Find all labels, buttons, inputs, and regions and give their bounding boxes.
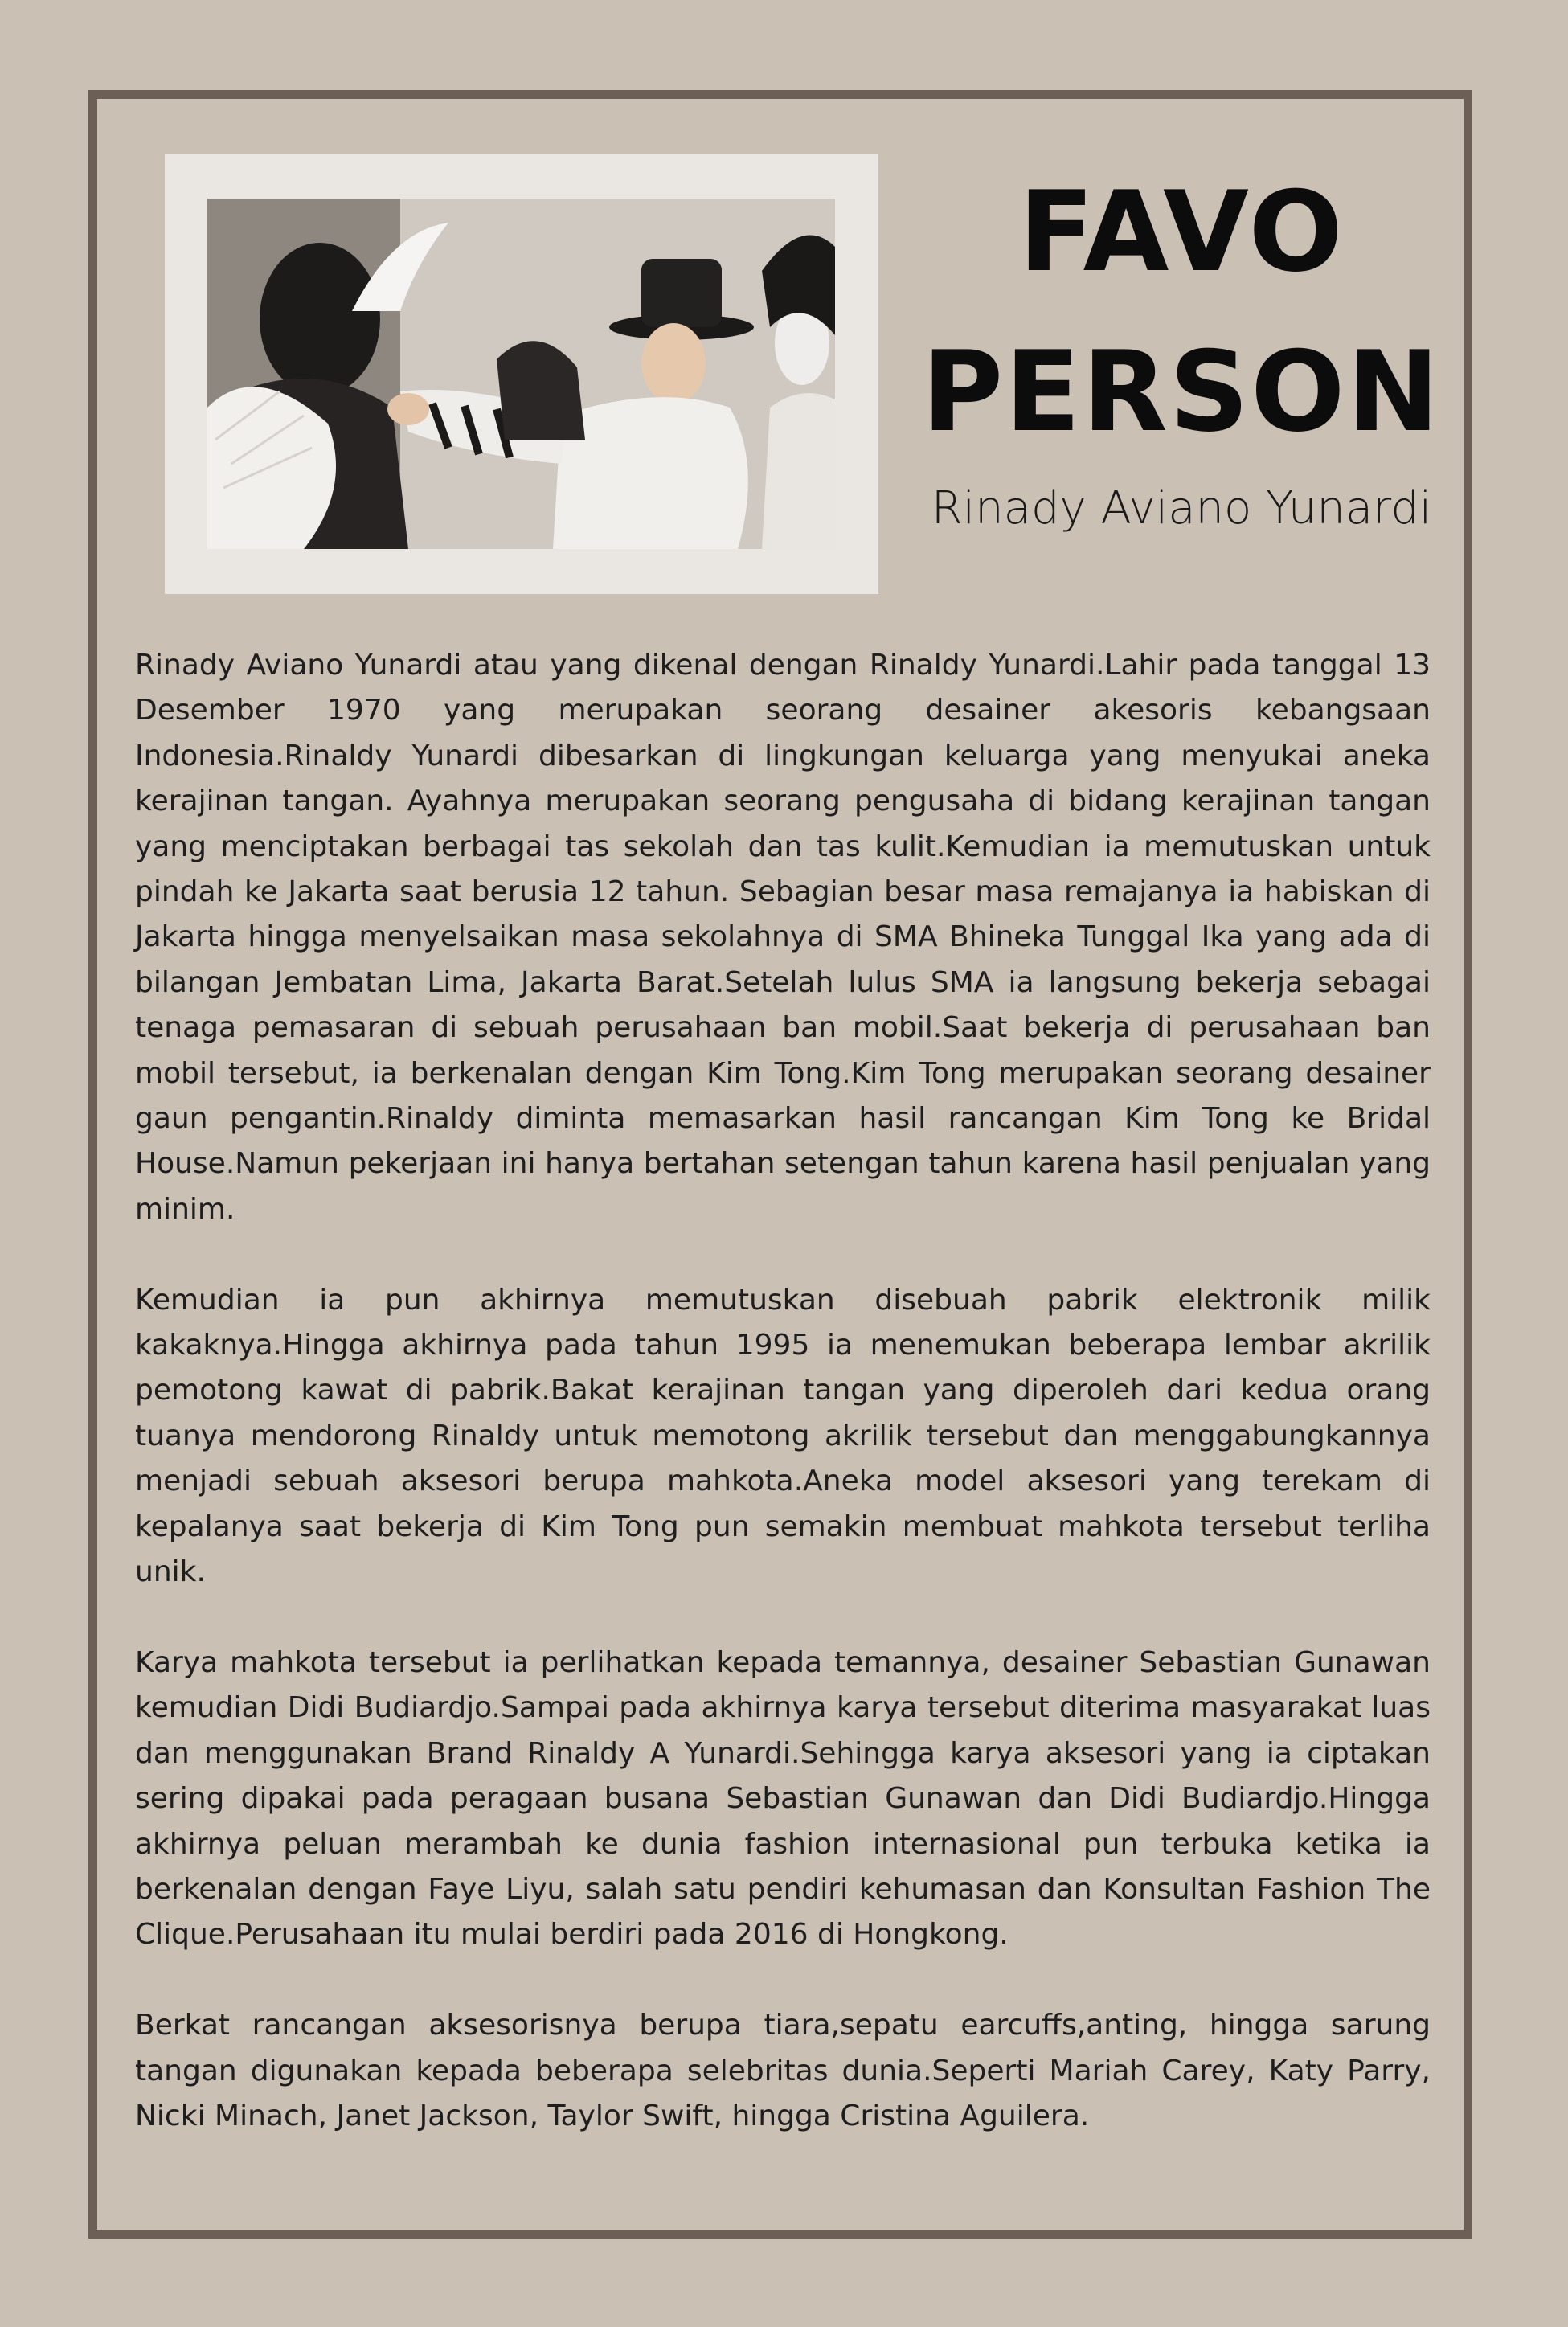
- paragraph-3: Karya mahkota tersebut ia perlihatkan kepada temannya, desainer Sebastian Gunawan kemudian Didi Budiardjo.Sampai pada akhirnya karya tersebut diterima masyarakat luas dan menggunakan Brand Rinaldy A Yunardi.Sehingga karya aksesori yang ia ciptakan sering dipakai pada peragaan busana Sebastian Gunawan dan Didi Budiardjo.Hingga akhirnya peluan merambah ke dunia fashion internasional pun terbuka ketika ia berkenalan dengan Faye Liyu, salah satu pendiri kehumasan dan Konsultan Fashion The Clique.Perusahaan itu mulai berdiri pada 2016 di Hongkong.: [135, 1645, 1431, 1952]
- paragraph-2: Kemudian ia pun akhirnya memutuskan disebuah pabrik elektronik milik kakaknya.Hingga akhirnya pada tahun 1995 ia menemukan beberapa lembar akrilik pemotong kawat di pabrik.Bakat kerajinan tangan yang diperoleh dari kedua orang tuanya mendorong Rinaldy untuk memotong akrilik tersebut dan menggabungkannya menjadi sebuah aksesori berupa mahkota.Aneka model aksesori yang terekam di kepalanya saat bekerja di Kim Tong pun semakin membuat mahkota tersebut terliha unik.: [135, 1283, 1431, 1589]
- title-line-1: FAVO: [1018, 167, 1345, 297]
- photo-illustration: [207, 199, 835, 549]
- portrait-photo: [207, 199, 835, 549]
- person-name: Rinady Aviano Yunardi: [931, 482, 1432, 535]
- page-title: [900, 153, 1463, 472]
- paragraph-1: Rinady Aviano Yunardi atau yang dikenal dengan Rinaldy Yunardi.Lahir pada tanggal 13 Desember 1970 yang merupakan seorang desainer akesoris kebangsaan Indonesia.Rinaldy Yunardi dibesarkan di lingkungan keluarga yang menyukai aneka kerajinan tangan. Ayahnya merupakan seorang pengusaha di bidang kerajinan tangan yang menciptakan berbagai tas sekolah dan tas kulit.Kemudian ia memutuskan untuk pindah ke Jakarta saat berusia 12 tahun. Sebagian besar masa remajanya ia habiskan di Jakarta hingga menyelsaikan masa sekolahnya di SMA Bhineka Tunggal Ika yang ada di bilangan Jembatan Lima, Jakarta Barat.Setelah lulus SMA ia langsung bekerja sebagai tenaga pemasaran di sebuah perusahaan ban mobil.Saat bekerja di perusahaan ban mobil tersebut, ia berkenalan dengan Kim Tong.Kim Tong merupakan seorang desainer gaun pengantin.Rinaldy diminta memasarkan hasil rancangan Kim Tong ke Bridal House.Namun pekerjaan ini hanya bertahan setengan tahun karena hasil penjualan yang minim.: [135, 649, 1431, 1226]
- title-line-2: PERSON: [922, 326, 1441, 457]
- biography-text: [135, 643, 1431, 2185]
- paragraph-4: Berkat rancangan aksesorisnya berupa tiara,sepatu earcuffs,anting, hingga sarung tangan digunakan kepada beberapa selebritas dunia.Seperti Mariah Carey, Katy Parry, Nicki Minach, Janet Jackson, Taylor Swift, hingga Cristina Aguilera.: [135, 2009, 1431, 2132]
- photo-frame: [165, 154, 878, 594]
